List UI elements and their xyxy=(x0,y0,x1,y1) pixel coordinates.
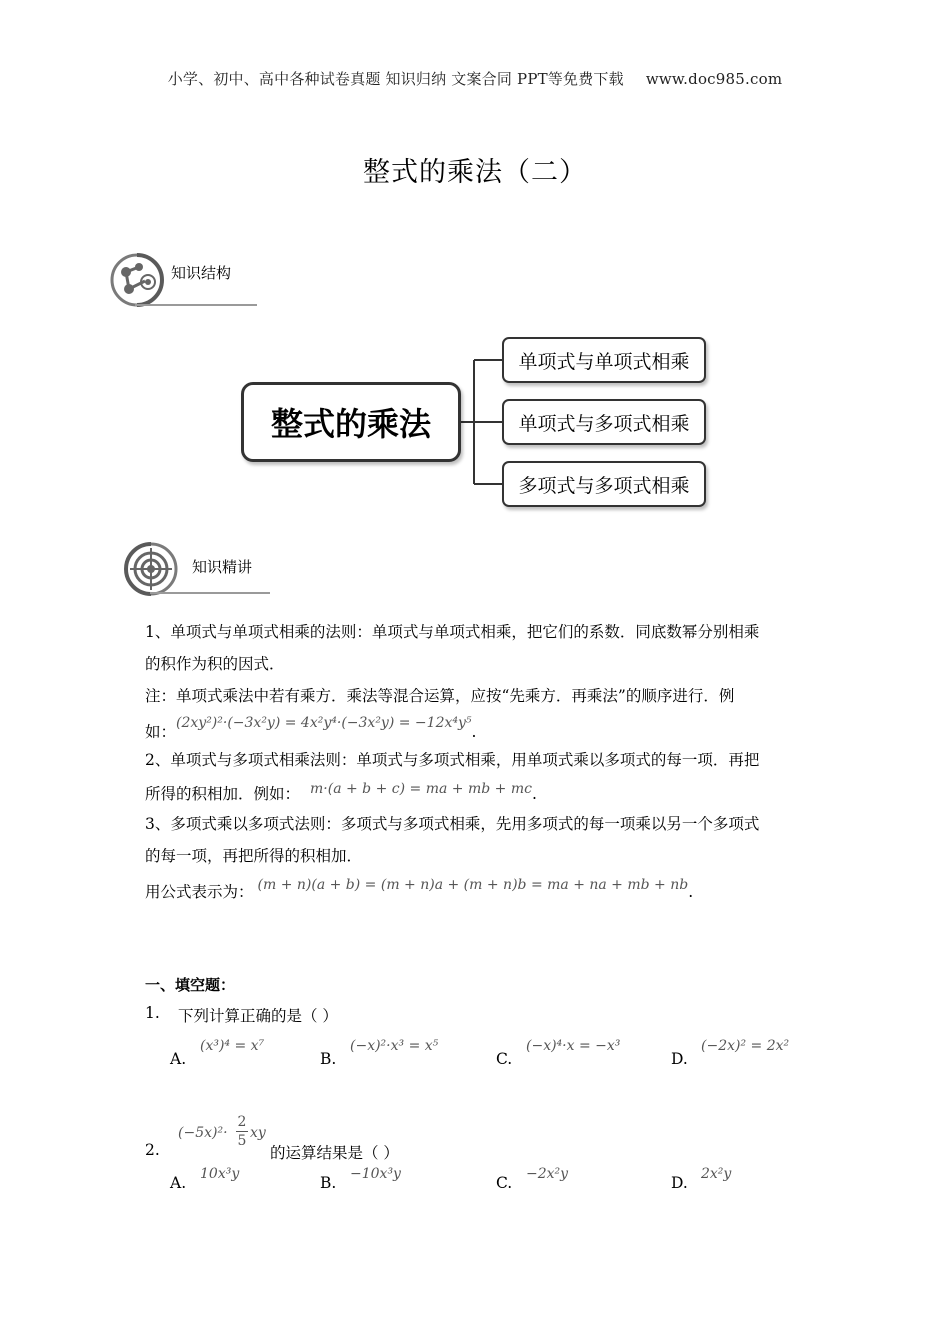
rule-1-line-1: 1、单项式与单项式相乘的法则：单项式与单项式相乘，把它们的系数．同底数幂分别相乘 xyxy=(145,623,760,641)
q1-option-c-label[interactable]: C. xyxy=(496,1050,513,1068)
question-1-number: 1. xyxy=(145,1004,160,1022)
q1-option-a-label[interactable]: A. xyxy=(170,1050,187,1068)
mindmap-node: 多项式与多项式相乘 xyxy=(502,461,706,507)
question-2-number: 2. xyxy=(145,1141,160,1159)
rule-2-formula: m·(a + b + c) = ma + mb + mc xyxy=(310,781,532,797)
rule-2-line-2 xyxy=(145,778,810,811)
q2-option-b-label[interactable]: B. xyxy=(320,1174,337,1192)
question-2-expr-right: xy xyxy=(250,1125,266,1141)
period: . xyxy=(531,785,537,803)
fraction-numerator: 2 xyxy=(237,1114,247,1130)
rule-3-formula: (m + n)(a + b) = (m + n)a + (m + n)b = ma + na + mb + nb xyxy=(257,877,689,893)
q1-option-c-expr: (−x)⁴·x = −x³ xyxy=(526,1038,621,1054)
q2-option-b-expr: −10x³y xyxy=(350,1166,401,1182)
page-title: 整式的乘法（二） xyxy=(363,157,587,188)
q2-option-d-expr: 2x²y xyxy=(701,1166,732,1182)
q1-option-b-label[interactable]: B. xyxy=(320,1050,337,1068)
mindmap-node: 单项式与多项式相乘 xyxy=(502,399,706,445)
q2-option-d-label[interactable]: D. xyxy=(671,1174,688,1192)
rule-1-line-2: 的积作为积的因式． xyxy=(145,655,285,673)
question-2-fraction xyxy=(236,1113,248,1150)
q1-option-b-expr: (−x)²·x³ = x⁵ xyxy=(350,1038,439,1054)
q2-option-a-expr: 10x³y xyxy=(200,1166,240,1182)
mindmap-root: 整式的乘法 xyxy=(241,382,461,462)
rule-3-prefix: 用公式表示为： xyxy=(145,883,254,901)
exercise-heading: 一、填空题： xyxy=(145,976,236,994)
q1-option-d-label[interactable]: D. xyxy=(671,1050,688,1068)
rule-3-line-2: 的每一项，再把所得的积相加． xyxy=(145,847,363,865)
section-divider xyxy=(150,592,270,594)
rule-2-line-1: 2、单项式与多项式相乘法则：单项式与多项式相乘，用单项式乘以多项式的每一项．再把 xyxy=(145,751,760,769)
rule-3-line-3 xyxy=(145,876,810,909)
q1-option-d-expr: (−2x)² = 2x² xyxy=(701,1038,790,1054)
rule-2-prefix: 所得的积相加．例如： xyxy=(145,785,301,803)
target-icon xyxy=(124,542,178,596)
section-lecture-label: 知识精讲 xyxy=(192,558,253,576)
note-prefix: 如： xyxy=(145,723,177,741)
q1-option-a-expr: (x³)⁴ = x⁷ xyxy=(200,1038,265,1054)
note-formula: (2xy²)²·(−3x²y) = 4x²y⁴·(−3x²y) = −12x⁴y⁵ xyxy=(176,715,472,731)
note-line-1: 注：单项式乘法中若有乘方．乘法等混合运算，应按“先乘方．再乘法”的顺序进行．例 xyxy=(145,687,735,705)
question-2-stem: 的运算结果是（ ） xyxy=(270,1144,399,1162)
q2-option-a-label[interactable]: A. xyxy=(170,1174,187,1192)
fraction-denominator: 5 xyxy=(237,1133,247,1149)
section-structure-label: 知识结构 xyxy=(171,264,232,282)
rule-3-line-1: 3、多项式乘以多项式法则：多项式与多项式相乘，先用多项式的每一项乘以另一个多项式 xyxy=(145,815,760,833)
header-site[interactable]: www.doc985.com xyxy=(645,70,783,88)
mindmap-connectors xyxy=(0,0,950,560)
question-1-stem: 下列计算正确的是（ ） xyxy=(178,1007,338,1025)
period: . xyxy=(471,723,477,741)
mindmap-node: 单项式与单项式相乘 xyxy=(502,337,706,383)
period: . xyxy=(688,883,694,901)
header-text: 小学、初中、高中各种试卷真题 知识归纳 文案合同 PPT等免费下载 xyxy=(167,70,624,88)
q2-option-c-label[interactable]: C. xyxy=(496,1174,513,1192)
question-2-expr-left: (−5x)²· xyxy=(178,1125,228,1141)
q2-option-c-expr: −2x²y xyxy=(526,1166,569,1182)
